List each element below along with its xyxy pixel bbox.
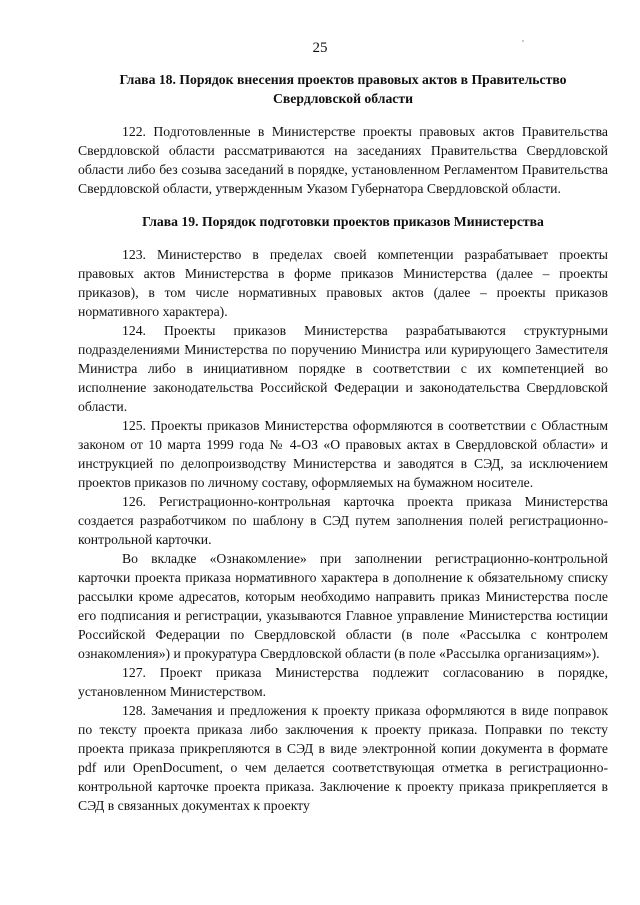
paragraph-124: 124. Проекты приказов Министерства разрабатываются структурными подразделениями Министерства по поручению Министра или курирующего Заместителя Министра либо в инициативном порядке в соответствии с их компетенцией во исполнение законодательства Российской Федерации и законодательства Свердловской области. <box>78 323 608 414</box>
paragraph-122: 122. Подготовленные в Министерстве проекты правовых актов Правительства Свердловской области рассматриваются на заседаниях Правительства Свердловской области либо без созыва заседаний в порядке, установленном Регламентом Правительства Свердловской области, утвержденным Указом Губернатора Свердловской области. <box>78 124 608 196</box>
paragraph-126: 126. Регистрационно-контрольная карточка проекта приказа Министерства создается разработчиком по шаблону в СЭД путем заполнения полей регистрационно-контрольной карточки. <box>78 494 608 547</box>
chapter-18-title-line1: Глава 18. Порядок внесения проектов правовых актов в Правительство <box>119 72 567 87</box>
chapter-19-heading: Глава 19. Порядок подготовки проектов приказов Министерства <box>142 214 544 229</box>
paragraph-126-familiarization: Во вкладке «Ознакомление» при заполнении регистрационно-контрольной карточки проекта приказа нормативного характера в дополнение к обязательному списку рассылки кроме адресатов, которым необходимо направить приказ Министерства после его подписания и регистрации, указываются Главное управление Министерства юстиции Российской Федерации по Свердловской области (в поле «Рассылка с контролем ознакомления») и прокуратура Свердловской области (в поле «Рассылка организациям»). <box>78 551 608 661</box>
paragraph-123: 123. Министерство в пределах своей компетенции разрабатывает проекты правовых актов Министерства в форме приказов Министерства (далее – проекты приказов), в том числе нормативных правовых актов (далее – проекты приказов нормативного характера). <box>78 247 608 319</box>
chapter-18-heading <box>78 70 608 108</box>
paragraph-125: 125. Проекты приказов Министерства оформляются в соответствии с Областным законом от 10 марта 1999 года № 4-ОЗ «О правовых актах в Свердловской области» и инструкцией по делопроизводству Министерства и заводятся в СЭД, за исключением проектов приказов по личному составу, оформляемых на бумажном носителе. <box>78 418 608 490</box>
chapter-18-title-line2: Свердловской области <box>273 91 413 106</box>
scan-speck <box>522 40 524 42</box>
paragraph-128: 128. Замечания и предложения к проекту приказа оформляются в виде поправок по тексту проекта приказа либо заключения к проекту приказа. Поправки по тексту проекта приказа прикрепляются в СЭД в виде электронной копии документа в формате pdf или OpenDocument, о чем делается соответствующая отметка в регистрационно-контрольной карточке проекта приказа. Заключение к проекту приказа прикрепляется в СЭД в связанных документах к проекту <box>78 703 608 813</box>
page-number: 25 <box>312 40 328 56</box>
paragraph-127: 127. Проект приказа Министерства подлежит согласованию в порядке, установленном Министерством. <box>78 665 608 699</box>
document-body <box>78 70 608 815</box>
